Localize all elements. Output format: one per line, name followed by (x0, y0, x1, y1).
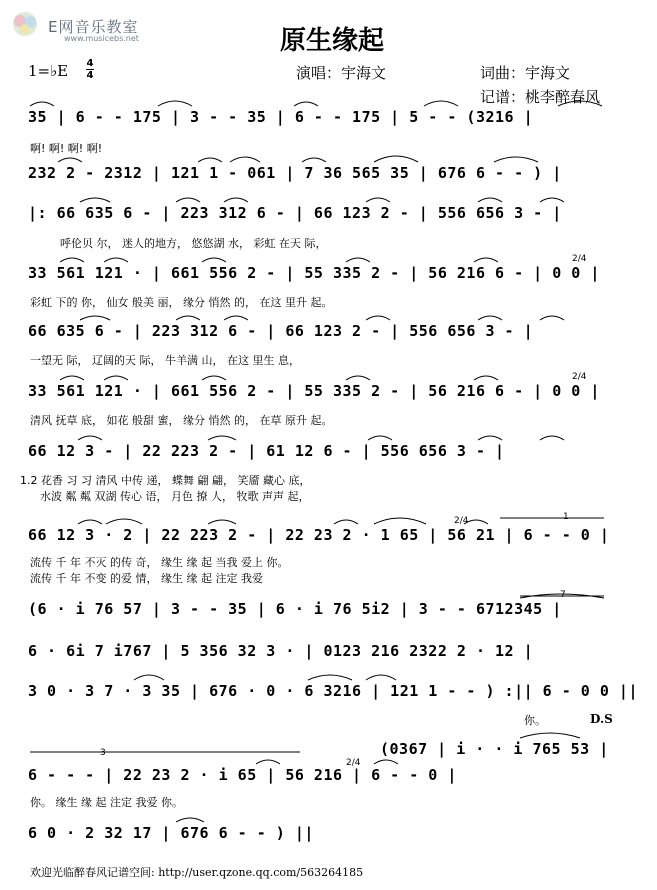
notation-row: 6 0 · 2 32 17 | 676 6 - - ) || (28, 824, 314, 842)
lyric-row: 流传 千 年 不变 的爱 情， 缘生 缘 起 注定 我爱 (30, 572, 263, 585)
lyric-row: 流传 千 年 不灭 的传 奇， 缘生 缘 起 当我 爱上 你。 (30, 556, 289, 569)
key-signature: 1=♭E (28, 62, 69, 80)
site-logo (4, 6, 164, 43)
time-signature (86, 58, 94, 81)
logo-text: E网音乐教室 (48, 18, 139, 36)
song-title: 原生缘起 (280, 26, 385, 56)
notation-row: 35 | 6 - - 175 | 3 - - 35 | 6 - - 175 | 5 - - (3216 | (28, 108, 534, 126)
notation-row: 33 561 121 · | 661 556 2 - | 55 335 2 - | 56 216 6 - | 0 0 | (28, 382, 600, 400)
notation-row: |: 66 635 6 - | 223 312 6 - | 66 123 2 - | 556 656 3 - | (28, 204, 562, 222)
lyric-row: 彩虹 下的 你， 仙女 般美 丽， 缘分 悄然 的， 在这 里升 起。 (30, 296, 333, 309)
lyric-row: 1.2 花香 习 习 清风 中传 递， 蝶舞 翩 翩， 笑靥 藏心 底， (20, 474, 311, 487)
transcriber: 记谱：桃李醉春风 (480, 88, 601, 106)
time-top: 4 (86, 58, 94, 69)
notation-row: 3 0 · 3 7 · 3 35 | 676 · 0 · 6 3216 | 121 1 - - ) :|| 6 - 0 0 || (28, 682, 638, 700)
lyric-row: 呼伦贝 尔， 迷人的地方， 悠悠湖 水， 彩虹 在天 际， (60, 237, 327, 250)
meter-mark: 2/4 (572, 372, 587, 382)
volta-mark: 1 (563, 512, 569, 522)
notation-row: 6 · 6i 7 i767 | 5 356 32 3 · | 0123 216 2322 2 · 12 | (28, 642, 534, 660)
lyric-row: 你。 (524, 714, 546, 727)
lyricist: 词曲：宇海文 (480, 64, 571, 82)
volta-mark: 7 (560, 590, 566, 600)
meter-mark: 2/4 (572, 254, 587, 264)
ds-mark: D.S (590, 712, 613, 726)
logo-flower-icon (6, 9, 44, 39)
notation-row: 66 12 3 - | 22 223 2 - | 61 12 6 - | 556 656 3 - | (28, 442, 505, 460)
singer: 演唱：宇海文 (296, 64, 387, 82)
notation-row: (6 · i 76 57 | 3 - - 35 | 6 · i 76 5i2 | 3 - - 6712345 | (28, 600, 562, 618)
footer-credit: 欢迎光临醉春风记谱空间: http://user.qzone.qq.com/563264185 (30, 866, 364, 879)
notation-row: 66 12 3 · 2 | 22 223 2 - | 22 23 2 · 1 65 | 56 21 | 6 - - 0 | (28, 526, 610, 544)
notation-row: 33 561 121 · | 661 556 2 - | 55 335 2 - | 56 216 6 - | 0 0 | (28, 264, 600, 282)
volta-mark: 3 (100, 748, 106, 758)
meter-mark: 2/4 (346, 758, 361, 768)
lyric-row: 一望无 际， 辽阔的天 际， 牛羊满 山， 在这 里生 息， (30, 354, 300, 367)
lyric-row: 水波 粼 粼 双湖 传心 语， 月色 撩 人， 牧歌 声声 起， (40, 490, 310, 503)
notation-row: 66 635 6 - | 223 312 6 - | 66 123 2 - | 556 656 3 - | (28, 322, 534, 340)
lyric-row: 清风 抚草 底， 如花 般甜 蜜， 缘分 悄然 的， 在草 原升 起。 (30, 414, 333, 427)
logo-url: www.musicebs.net (64, 34, 139, 43)
time-bottom: 4 (86, 70, 94, 81)
lyric-row: 啊! 啊! 啊! 啊! (30, 142, 103, 155)
meter-mark: 2/4 (454, 516, 469, 526)
notation-row: (0367 | i · · i 765 53 | (380, 740, 609, 758)
notation-row: 6 - - - | 22 23 2 · i 65 | 56 216 | 6 - - 0 | (28, 766, 457, 784)
notation-row: 232 2 - 2312 | 121 1 - 061 | 7 36 565 35 | 676 6 - - ) | (28, 164, 562, 182)
lyric-row: 你。 缘生 缘 起 注定 我爱 你。 (30, 796, 183, 809)
